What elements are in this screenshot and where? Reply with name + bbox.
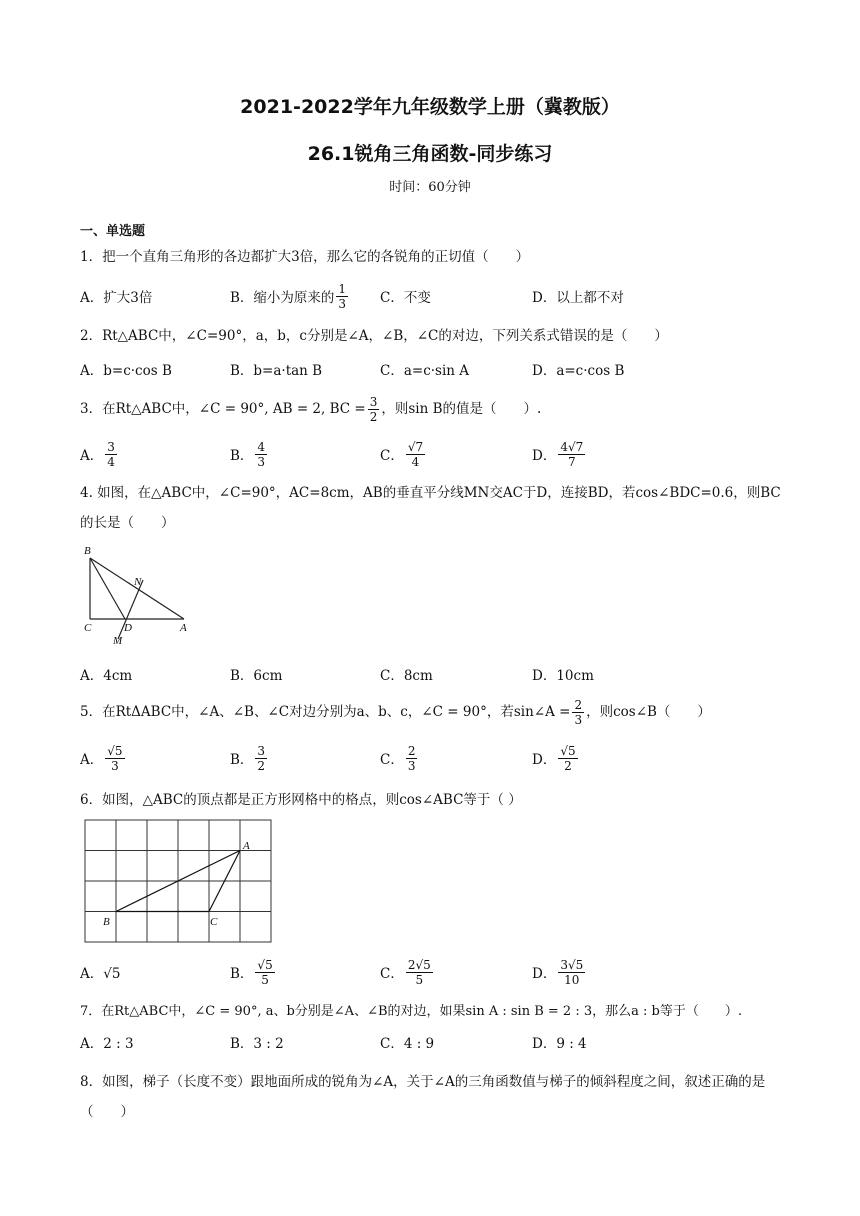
- fraction-denominator: 4: [107, 454, 115, 469]
- fraction-denominator: 3: [111, 758, 119, 773]
- label-B: B: [84, 545, 91, 557]
- option-a: A．扩大3倍: [80, 290, 153, 306]
- fraction: [558, 744, 577, 773]
- question-3-stem-tail: ，则sin B的值是（ ）.: [381, 401, 542, 417]
- fraction-denominator: 3: [407, 758, 416, 773]
- question-3-stem-text: 3．在Rt△ABC中，∠C = 90°, AB = 2, BC =: [80, 401, 366, 417]
- fraction: [572, 698, 584, 727]
- option-c: C．不变: [380, 290, 431, 306]
- question-6-grid-figure: [84, 819, 276, 947]
- option-label: A．: [80, 752, 104, 768]
- fraction-numerator: √7: [407, 439, 424, 454]
- question-5-stem-text: 5．在RtΔABC中，∠A、∠B、∠C对边分别为a、b、c，∠C = 90°，若sin∠A =: [80, 704, 571, 720]
- question-5-stem: [80, 697, 780, 727]
- label-C: C: [84, 622, 92, 634]
- option-label: D．: [532, 448, 557, 464]
- fraction-numerator: 1: [338, 281, 347, 296]
- fraction-denominator: 5: [261, 972, 269, 987]
- question-6-options: [80, 955, 780, 989]
- option-d: D．a=c·cos B: [532, 363, 625, 379]
- time-limit: 时间：60分钟: [389, 180, 471, 195]
- option-label: C．: [380, 752, 404, 768]
- option-a: [80, 437, 119, 471]
- option-c: C．8cm: [380, 668, 433, 684]
- question-4-options: [80, 657, 780, 691]
- label-N: N: [134, 576, 142, 588]
- fraction: [558, 440, 585, 469]
- option-label: B．: [230, 966, 254, 982]
- label-D: D: [124, 622, 132, 634]
- option-c: [380, 437, 427, 471]
- question-3-stem: [80, 394, 780, 424]
- fraction-numerator: 2√5: [407, 957, 431, 972]
- option-b: [230, 955, 277, 989]
- fraction-numerator: 2: [574, 697, 583, 712]
- fraction: [406, 440, 425, 469]
- fraction-numerator: 3: [107, 439, 115, 454]
- option-label: B．: [230, 448, 254, 464]
- worksheet-title: 2021-2022学年九年级数学上册（冀教版）: [240, 96, 620, 118]
- question-2-options: [80, 352, 780, 386]
- question-7-options: [80, 1025, 780, 1059]
- option-c: [380, 741, 419, 775]
- question-4-figure: [80, 545, 200, 645]
- option-b: [230, 279, 350, 313]
- fraction: [255, 744, 267, 773]
- option-d: [532, 955, 587, 989]
- fraction-denominator: 4: [411, 454, 420, 469]
- fraction-numerator: √5: [107, 743, 123, 758]
- fraction-numerator: 2: [407, 743, 416, 758]
- option-d: [532, 437, 587, 471]
- fraction-denominator: 5: [415, 972, 424, 987]
- option-a: [80, 741, 127, 775]
- question-7-stem: 7．在Rt△ABC中，∠C = 90°, a、b分别是∠A、∠B的对边，如果sin A : sin B = 2 : 3，那么a : b等于（ ）.: [80, 1004, 742, 1019]
- fraction-numerator: √5: [257, 957, 273, 972]
- fraction: [336, 282, 348, 311]
- option-c: [380, 955, 435, 989]
- question-3-options: [80, 437, 780, 471]
- question-8-stem: 8．如图，梯子（长度不变）跟地面所成的锐角为∠A，关于∠A的三角函数值与梯子的倾斜程度之间，叙述正确的是（ ）: [80, 1074, 766, 1120]
- fraction-denominator: 3: [257, 454, 266, 469]
- fraction-denominator: 2: [257, 758, 266, 773]
- option-label: D．: [532, 966, 557, 982]
- option-b: B．b=a·tan B: [230, 363, 323, 379]
- label-M: M: [113, 635, 123, 645]
- fraction-denominator: 7: [567, 454, 576, 469]
- fraction-denominator: 10: [564, 972, 580, 987]
- option-d: [532, 741, 580, 775]
- option-label: B．: [230, 752, 254, 768]
- question-2-stem: 2．Rt△ABC中，∠C=90°，a，b，c分别是∠A，∠B，∠C的对边，下列关系式错误的是（ ）: [80, 328, 668, 344]
- fraction-numerator: 4√7: [560, 439, 584, 454]
- option-d: D．9 : 4: [532, 1036, 587, 1052]
- option-a: A．b=c·cos B: [80, 363, 172, 379]
- question-6-stem: 6．如图，△ABC的顶点都是正方形网格中的格点，则cos∠ABC等于（ ）: [80, 792, 522, 808]
- fraction: [255, 440, 267, 469]
- option-a: A．2 : 3: [80, 1036, 134, 1052]
- option-c: C．a=c·sin A: [380, 363, 470, 379]
- question-1-options: [80, 279, 780, 313]
- question-5-options: [80, 741, 780, 775]
- option-d: D．以上都不对: [532, 290, 624, 306]
- option-a: A．√5: [80, 966, 121, 982]
- fraction-denominator: 2: [369, 409, 378, 424]
- question-1-stem: 1．把一个直角三角形的各边都扩大3倍，那么它的各锐角的正切值（ ）: [80, 249, 530, 265]
- option-label: C．: [380, 966, 404, 982]
- option-b: [230, 741, 269, 775]
- section-heading: 一、单选题: [80, 224, 146, 239]
- fraction-numerator: 4: [257, 439, 266, 454]
- fraction: [255, 958, 274, 987]
- option-b: [230, 437, 269, 471]
- option-c: C．4 : 9: [380, 1036, 435, 1052]
- fraction-numerator: 3: [369, 394, 378, 409]
- question-4-stem: 4. 如图，在△ABC中，∠C=90°，AC=8cm，AB的垂直平分线MN交AC于D，连接BD，若cos∠BDC=0.6，则BC的长是（ ）: [80, 485, 781, 531]
- question-5-stem-tail: ，则cos∠B（ ）: [586, 704, 711, 720]
- fraction-denominator: 3: [338, 296, 347, 311]
- fraction: [406, 744, 418, 773]
- fraction: [105, 744, 124, 773]
- fraction-denominator: 2: [564, 758, 572, 773]
- fraction: [368, 395, 380, 424]
- fraction: [406, 958, 433, 987]
- fraction: [558, 958, 585, 987]
- worksheet-subtitle: 26.1锐角三角函数-同步练习: [307, 143, 553, 165]
- fraction-numerator: 3√5: [560, 957, 584, 972]
- option-b-text: B．缩小为原来的: [230, 290, 335, 306]
- option-label: C．: [380, 448, 404, 464]
- fraction-numerator: √5: [560, 743, 576, 758]
- option-label: D．: [532, 752, 557, 768]
- fraction: [105, 440, 117, 469]
- option-label: A．: [80, 448, 104, 464]
- label-A: A: [243, 840, 250, 852]
- label-C: C: [210, 916, 218, 928]
- option-b: B．3 : 2: [230, 1036, 284, 1052]
- option-a: A．4cm: [80, 668, 133, 684]
- option-b: B．6cm: [230, 668, 283, 684]
- label-B: B: [103, 916, 110, 928]
- fraction-denominator: 3: [574, 712, 583, 727]
- option-d: D．10cm: [532, 668, 594, 684]
- fraction-numerator: 3: [257, 743, 266, 758]
- label-A: A: [180, 622, 187, 634]
